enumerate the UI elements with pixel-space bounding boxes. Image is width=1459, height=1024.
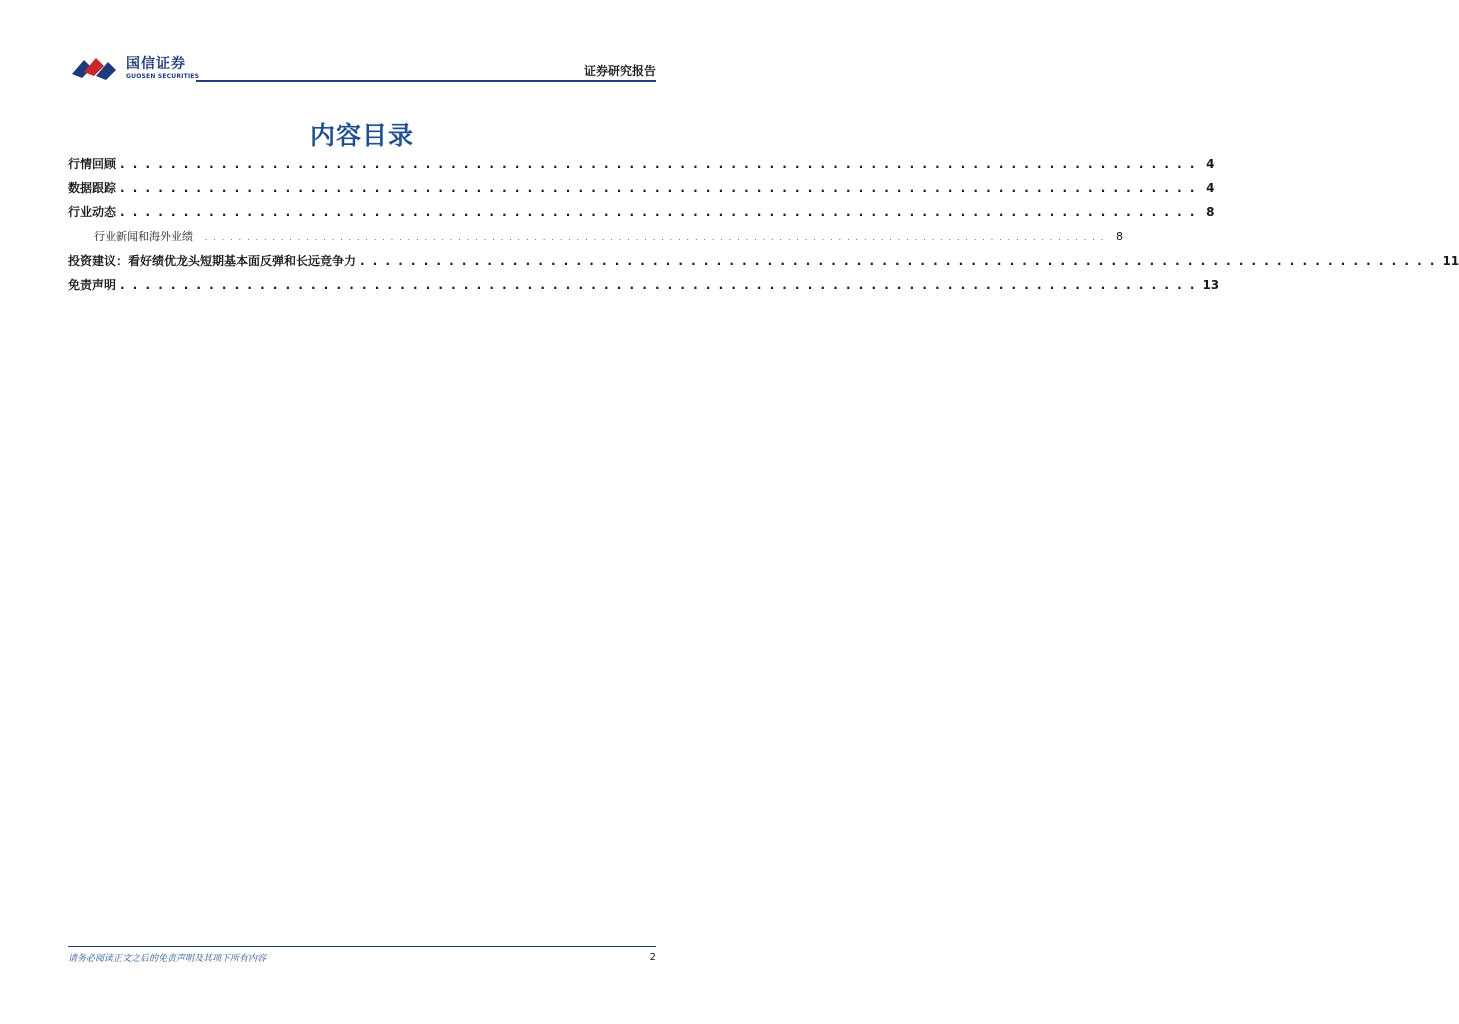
page-number: 2	[649, 952, 656, 963]
page-title: 内容目录	[309, 121, 414, 150]
toc-entry-label: 行业新闻和海外业绩	[94, 229, 193, 243]
toc-entry-page: 8	[1206, 205, 1215, 220]
toc-entry-label: 免责声明	[68, 277, 117, 292]
toc-entry-page: 8	[1115, 229, 1123, 243]
toc-entry[interactable]	[68, 178, 1215, 202]
toc-dot-leader: . . . . . . . . . . . . . . . . . . . . . . . . . . . . . . . . . . . . . . . . . . . . . . . . . . . . . . . . . . . . . . . . . . . . . . . . . . . . . . . . . . . . .	[120, 157, 1197, 171]
logo-english-name: GUOSEN SECURITIES	[126, 72, 200, 80]
toc-entry-page: 13	[1202, 277, 1220, 292]
toc-entry-page: 4	[1206, 157, 1215, 171]
toc-entry-label: 数据跟踪	[68, 181, 117, 196]
toc-dot-leader: . . . . . . . . . . . . . . . . . . . . . . . . . . . . . . . . . . . . . . . . . . . . . . . . . . . . . . . . . . . . . . . . . . . . . . . . . . . . . . . . . . . . .	[120, 205, 1197, 220]
toc-entry-page: 4	[1206, 181, 1215, 196]
toc-entry[interactable]	[68, 154, 1215, 178]
toc-dot-leader: . . . . . . . . . . . . . . . . . . . . . . . . . . . . . . . . . . . . . . . . . . . . . . . . . . . . . . . . . . . . . . . . . . . . . . . . . . . . . . . . . . . . .	[360, 253, 1437, 268]
guosen-logo	[70, 52, 199, 84]
toc-subentry[interactable]	[68, 227, 1123, 251]
table-of-contents	[68, 154, 1459, 299]
toc-entry-label: 行业动态	[68, 205, 117, 220]
toc-entry[interactable]	[68, 275, 1220, 299]
toc-dot-leader: . . . . . . . . . . . . . . . . . . . . . . . . . . . . . . . . . . . . . . . . . . . . . . . . . . . . . . . . . . . . . . . . . . . . . . . . . . . . . . . . . . . . .	[120, 277, 1197, 292]
report-type-label: 证券研究报告	[583, 64, 656, 78]
toc-entry-label: 投资建议：看好绩优龙头短期基本面反弹和长远竞争力	[68, 253, 357, 268]
header-divider	[196, 80, 656, 82]
guosen-logo-mark-icon	[70, 52, 122, 84]
logo-chinese-name: 国信证券	[126, 55, 186, 72]
toc-dot-leader: . . . . . . . . . . . . . . . . . . . . . . . . . . . . . . . . . . . . . . . . . . . . . . . . . . . . . . . . . . . . . . . . . . . . . . . . . . . . . . . . . . . . . . . . . . . . . . . . . . . . . . . . . . .	[205, 233, 1105, 242]
footer-divider	[68, 946, 656, 947]
toc-entry[interactable]	[68, 202, 1215, 226]
toc-entry-label: 行情回顾	[68, 157, 117, 171]
toc-entry-page: 11	[1442, 253, 1459, 268]
toc-entry[interactable]	[68, 251, 1459, 275]
toc-dot-leader: . . . . . . . . . . . . . . . . . . . . . . . . . . . . . . . . . . . . . . . . . . . . . . . . . . . . . . . . . . . . . . . . . . . . . . . . . . . . . . . . . . . . .	[120, 181, 1197, 196]
footer-disclaimer-note: 请务必阅读正文之后的免责声明及其项下所有内容	[68, 954, 267, 964]
